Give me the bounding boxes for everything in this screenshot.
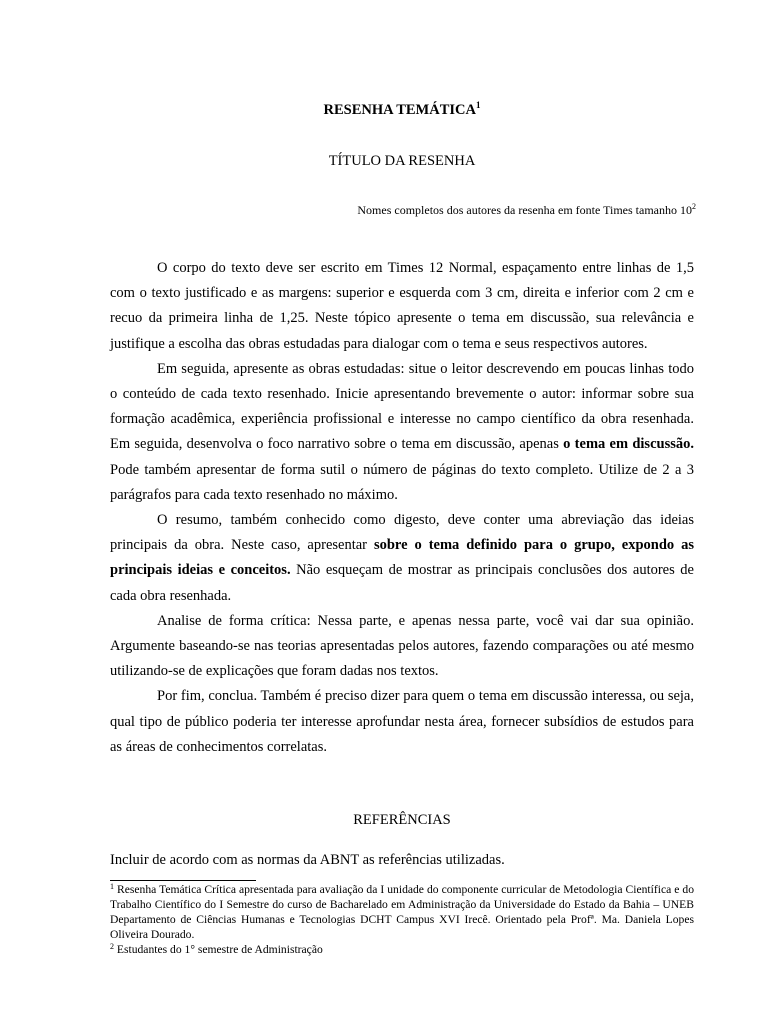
paragraph-3-text-b: Não esqueçam de mostrar as principais conclusões dos autores de cada obra resenhada. (110, 562, 694, 604)
footnote-separator (110, 880, 256, 881)
footnote-2-marker: 2 (110, 942, 114, 951)
footnotes (110, 882, 694, 957)
authors-footnote-marker: 2 (692, 202, 696, 211)
paragraph-2-bold: o tema em discussão. (563, 436, 694, 453)
paragraph-4: Analise de forma crítica: Nessa parte, e apenas nessa parte, você vai dar sua opinião. Argumente baseando-se nas teorias apresentadas pelos autores, fazendo comparações ou até mesmo utilizando-se de explicações que foram dadas nos textos. (110, 612, 694, 680)
paragraph-5: Por fim, conclua. Também é preciso dizer para quem o tema em discussão interessa, ou seja, qual tipo de público poderia ter interesse aprofundar nesta área, fornecer subsídios de estudos para as áreas de conhecimentos correlatas. (110, 688, 694, 755)
paragraph-3 (110, 508, 694, 609)
paragraph-3-text-a: O resumo, também conhecido como digesto, deve conter uma abreviação das ideias principais da obra. Neste caso, apresentar (110, 512, 694, 554)
paragraph-1: O corpo do texto deve ser escrito em Times 12 Normal, espaçamento entre linhas de 1,5 com o texto justificado e as margens: superior e esquerda com 3 cm, direita e inferior com 2 cm e recuo da primeira linha de 1,25. Neste tópico apresente o tema em discussão, sua relevância e justifique a escolha das obras estudadas para dialogar com o tema e seus respectivos autores. (110, 260, 694, 352)
footnote-1 (110, 882, 694, 942)
review-title: TÍTULO DA RESENHA (328, 153, 476, 169)
paragraph-2-text-b: Pode também apresentar de forma sutil o número de páginas do texto completo. Utilize de 2 a 3 parágrafos para cada texto resenhado no máximo. (110, 461, 694, 503)
authors-text: Nomes completos dos autores da resenha em fonte Times tamanho 10 (357, 203, 692, 217)
body-text (110, 256, 694, 760)
title-footnote-marker: 1 (475, 100, 481, 110)
footnote-1-marker: 1 (110, 882, 114, 891)
title-text: RESENHA TEMÁTICA (323, 102, 476, 118)
authors-line (357, 203, 696, 218)
paragraph-2-text-a: Em seguida, apresente as obras estudadas: situe o leitor descrevendo em poucas linhas todo o conteúdo de cada texto resenhado. Inicie apresentando brevemente o autor: informar sobre sua formação acadêmica, experiência profissional e interesse no campo científico da obra resenhada. Em seguida, desenvolva o foco narrativo sobre o tema em discussão, apenas (110, 360, 694, 453)
footnote-2 (110, 942, 694, 957)
paragraph-2 (110, 357, 694, 508)
paragraph-3-bold: sobre o tema definido para o grupo, expondo as principais ideias e conceitos. (110, 537, 694, 579)
footnote-2-text: Estudantes do 1° semestre de Administração (114, 943, 323, 956)
footnote-1-text: Resenha Temática Crítica apresentada para avaliação da I unidade do componente curricular de Metodologia Científica e do Trabalho Científico do I Semestre do curso de Bacharelado em Administração da Universidade do Estado da Bahia – UNEB Departamento de Ciências Humanas e Tecnologias DCHT Campus XVI Irecê. Orientado pela Profª. Ma. Daniela Lopes Oliveira Dourado. (110, 883, 694, 941)
references-heading: REFERÊNCIAS (353, 812, 451, 828)
document-title (0, 102, 768, 119)
references-text: Incluir de acordo com as normas da ABNT as referências utilizadas. (110, 852, 505, 868)
